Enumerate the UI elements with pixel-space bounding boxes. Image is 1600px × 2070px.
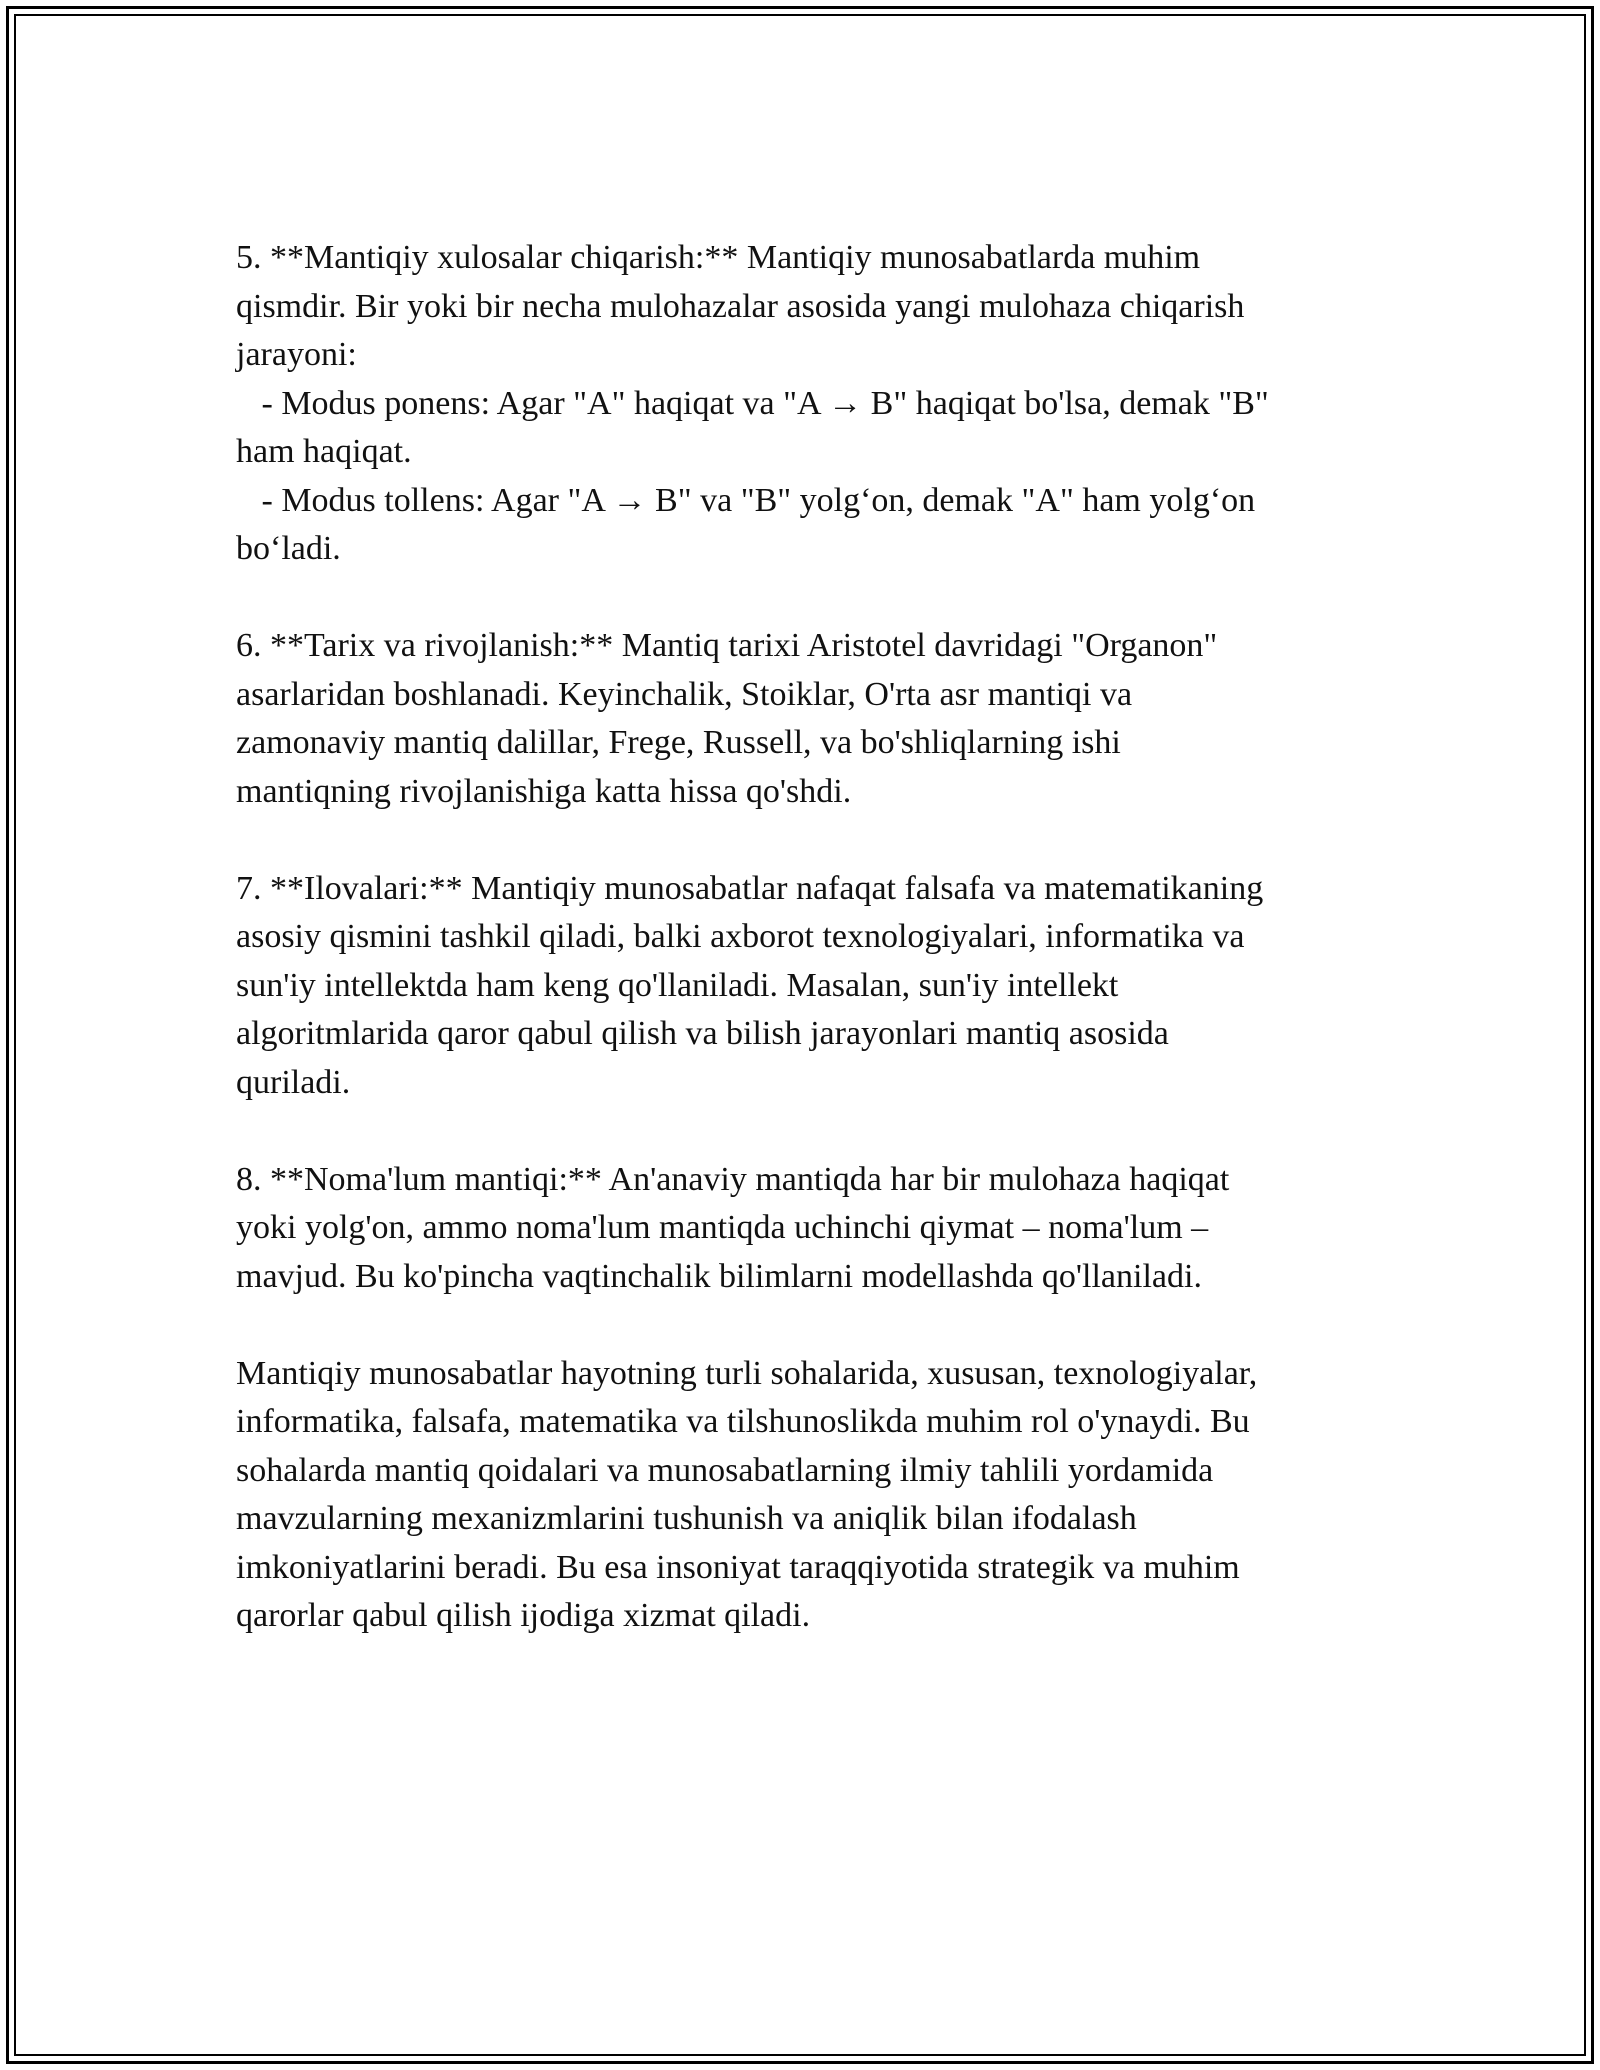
text-line: Mantiqiy munosabatlar hayotning turli sohalarida, xususan, texnologiyalar, (236, 1354, 1258, 1392)
text-line: ham haqiqat. (236, 433, 412, 470)
document-body (236, 234, 1376, 1689)
text-line: mavzularning mexanizmlarini tushunish va aniqlik bilan ifodalash (236, 1500, 1137, 1537)
text-line: - Modus ponens: Agar "A" haqiqat va "A → B" haqiqat bo'lsa, demak "B" (236, 384, 1269, 422)
text-line: - Modus tollens: Agar "A → B" va "B" yolg‘on, demak "A" ham yolg‘on (236, 481, 1256, 519)
text-line: bo‘ladi. (236, 530, 341, 567)
text-line: qarorlar qabul qilish ijodiga xizmat qiladi. (236, 1597, 811, 1634)
text-line: informatika, falsafa, matematika va tilshunoslikda muhim rol o'ynaydi. Bu (236, 1403, 1250, 1440)
text-line: mavjud. Bu ko'pincha vaqtinchalik bilimlarni modellashda qo'llaniladi. (236, 1257, 1202, 1295)
text-line: yoki yolg'on, ammo noma'lum mantiqda uchinchi qiymat – noma'lum – (236, 1209, 1209, 1246)
text-line: asosiy qismini tashkil qiladi, balki axborot texnologiyalari, informatika va (236, 918, 1245, 955)
text-line: quriladi. (236, 1063, 351, 1101)
paragraph-applications (236, 865, 1376, 1108)
text-line: 5. **Mantiqiy xulosalar chiqarish:** Mantiqiy munosabatlarda muhim (236, 239, 1201, 276)
text-line: 7. **Ilovalari:** Mantiqiy munosabatlar nafaqat falsafa va matematikaning (236, 869, 1264, 907)
text-line: imkoniyatlarini beradi. Bu esa insoniyat taraqqiyotida strategik va muhim (236, 1548, 1240, 1586)
text-line: sohalarda mantiq qoidalari va munosabatlarning ilmiy tahlili yordamida (236, 1451, 1214, 1489)
paragraph-history (236, 622, 1376, 816)
paragraph-modus-rules (236, 234, 1376, 574)
text-line: qismdir. Bir yoki bir necha mulohazalar asosida yangi mulohaza chiqarish (236, 287, 1245, 325)
text-line: sun'iy intellektda ham keng qo'llaniladi. Masalan, sun'iy intellekt (236, 966, 1119, 1004)
text-line: jarayoni: (236, 336, 357, 373)
text-line: algoritmlarida qaror qabul qilish va bilish jarayonlari mantiq asosida (236, 1015, 1169, 1052)
paragraph-conclusion (236, 1350, 1376, 1641)
text-line: mantiqning rivojlanishiga katta hissa qo'shdi. (236, 772, 852, 810)
paragraph-unknown-logic (236, 1156, 1376, 1302)
text-line: zamonaviy mantiq dalillar, Frege, Russell, va bo'shliqlarning ishi (236, 724, 1121, 761)
text-line: 8. **Noma'lum mantiqi:** An'anaviy mantiqda har bir mulohaza haqiqat (236, 1160, 1230, 1198)
text-line: 6. **Tarix va rivojlanish:** Mantiq tarixi Aristotel davridagi "Organon" (236, 627, 1218, 664)
text-line: asarlaridan boshlanadi. Keyinchalik, Stoiklar, O'rta asr mantiqi va (236, 675, 1133, 713)
